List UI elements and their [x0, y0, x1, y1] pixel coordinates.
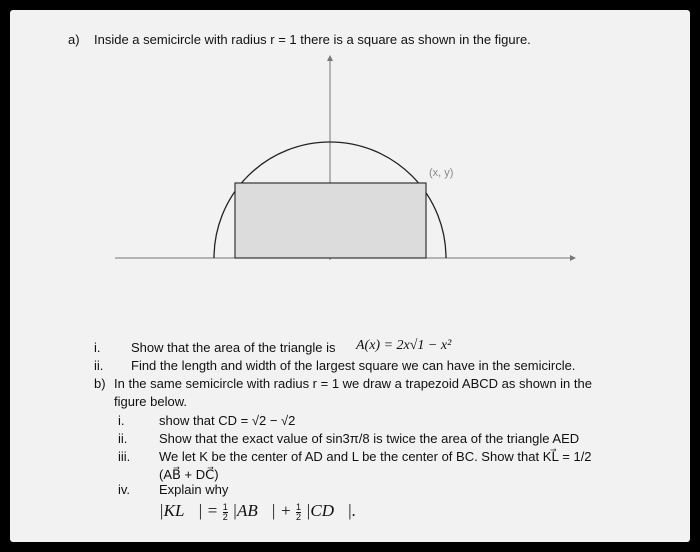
fraction-half-2	[296, 503, 301, 522]
fraction-den-1: 2	[222, 512, 228, 523]
fraction-half-1	[223, 503, 228, 522]
item-b-ii-text: Show that the exact value of sin3π/8 is twice the area of the triangle AED	[159, 431, 580, 446]
item-a-ii-text: Find the length and width of the largest square we can have in the semicircle.	[131, 358, 576, 373]
item-b-iii-text: We let K be the center of AD and L be the center of BC. Show that KL⃗ = 1/2	[159, 449, 592, 464]
item-a-i-num: i.	[94, 340, 101, 355]
item-a-i-text: Show that the area of the triangle is	[131, 340, 336, 355]
fraction-num-1: 1	[222, 502, 228, 513]
item-b-iv-text: Explain why	[159, 482, 229, 497]
item-b-iii-num: iii.	[118, 449, 131, 464]
part-b-line2: figure below.	[114, 394, 187, 409]
item-b-iv-formula	[159, 500, 356, 523]
question-sheet	[10, 10, 690, 542]
item-b-i-text: show that CD = √2 − √2	[159, 413, 296, 428]
item-b-iii-text2: (AB⃗ + DC⃗)	[159, 467, 219, 482]
part-b-label: b)	[94, 376, 106, 391]
fraction-num-2: 1	[296, 502, 302, 513]
item-a-i-math: A(x) = 2x√1 − x²	[356, 338, 452, 353]
formula-lhs: |KL⃗| =	[159, 501, 219, 520]
item-b-i-num: i.	[118, 413, 125, 428]
inscribed-square	[235, 183, 426, 258]
item-b-ii-num: ii.	[118, 431, 128, 446]
formula-mid: |AB⃗| +	[232, 501, 292, 520]
part-b-line1: In the same semicircle with radius r = 1 we draw a trapezoid ABCD as shown in the	[114, 376, 592, 391]
formula-end: |CD⃗|.	[305, 501, 357, 520]
point-label: (x, y)	[429, 167, 454, 179]
part-a-intro: Inside a semicircle with radius r = 1 there is a square as shown in the figure.	[94, 32, 531, 47]
item-a-ii-num: ii.	[94, 358, 104, 373]
part-a-label: a)	[68, 32, 80, 47]
item-b-iv-num: iv.	[118, 482, 131, 497]
fraction-den-2: 2	[296, 512, 302, 523]
